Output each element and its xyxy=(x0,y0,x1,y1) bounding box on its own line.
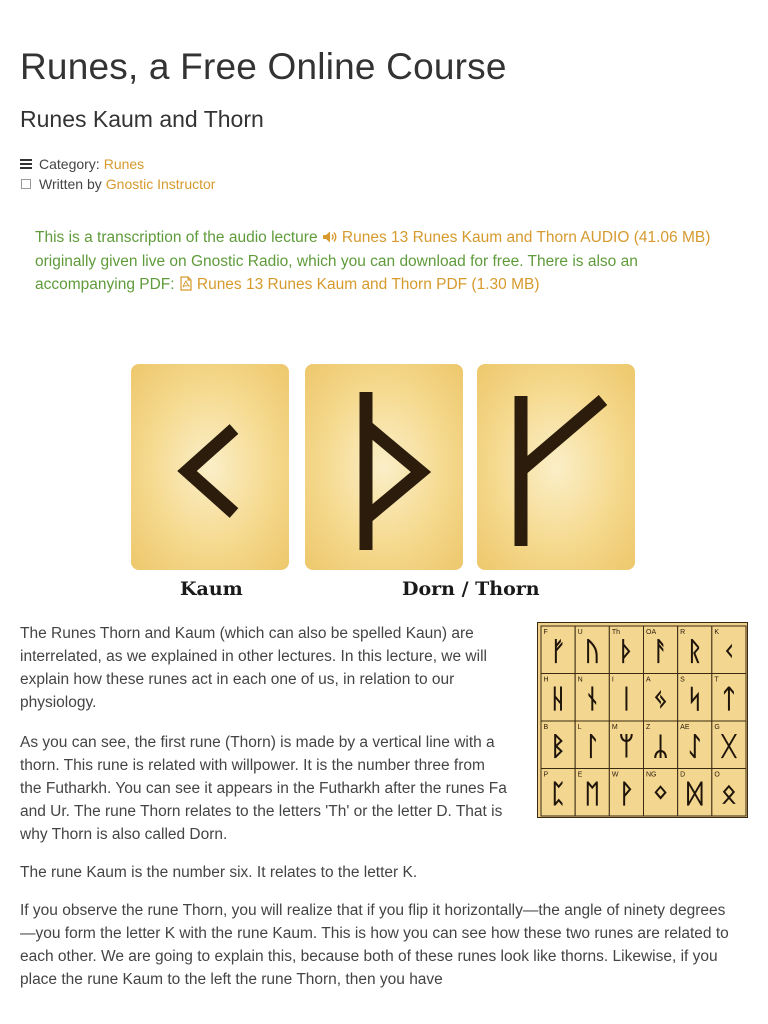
futhark-letter-label: NG xyxy=(646,771,657,779)
futhark-rune-glyph: ᚢ xyxy=(584,636,601,667)
futhark-rune-glyph: ᚹ xyxy=(618,779,635,810)
futhark-rune-glyph: ᚱ xyxy=(686,636,703,667)
futhark-rune-glyph: ᚦ xyxy=(618,636,635,667)
futhark-rune-glyph: ᛚ xyxy=(584,731,601,762)
futhark-rune-glyph: ᚺ xyxy=(550,684,566,715)
futhark-letter-label: P xyxy=(543,771,549,779)
futhark-letter-label: F xyxy=(543,629,548,636)
paragraph-3: The rune Kaum is the number six. It relates to the letter K. xyxy=(20,864,418,881)
author-link[interactable]: Gnostic Instructor xyxy=(105,176,216,192)
futhark-letter-label: W xyxy=(611,771,619,779)
futhark-letter-label: Th xyxy=(611,629,621,636)
futhark-letter-label: O xyxy=(714,771,720,779)
futhark-rune-glyph: ᛟ xyxy=(721,779,737,810)
futhark-letter-label: K xyxy=(714,629,720,636)
futhark-letter-label: N xyxy=(577,676,583,684)
futhark-rune-glyph: ᛦ xyxy=(652,731,669,762)
pdf-file-icon xyxy=(179,276,193,291)
futhark-letter-label: D xyxy=(680,771,686,779)
futhark-letter-label: A xyxy=(646,676,651,684)
futhark-rune-glyph: ᚠ xyxy=(550,636,566,667)
audio-download-link[interactable]: Runes 13 Runes Kaum and Thorn AUDIO (41.06 MB) xyxy=(341,229,711,246)
site-title[interactable]: Runes, a Free Online Course xyxy=(20,46,507,87)
futhark-rune-glyph: ᛁ xyxy=(618,684,635,715)
futhark-letter-label: L xyxy=(577,724,582,731)
speaker-icon xyxy=(322,230,338,244)
futhark-rune-glyph: ᛖ xyxy=(584,779,601,810)
pdf-download-link[interactable]: Runes 13 Runes Kaum and Thorn PDF (1.30 MB) xyxy=(196,276,540,293)
futhark-rune-glyph: ᚨ xyxy=(652,636,669,667)
futhark-rune-glyph: ᛋ xyxy=(686,684,703,715)
futhark-rune-glyph: ᚲ xyxy=(721,636,737,667)
kaun-variant-rune-tile xyxy=(477,364,635,570)
futhark-letter-label: T xyxy=(714,676,719,684)
kaum-rune-glyph xyxy=(131,364,289,570)
intro-text-2: originally given live on Gnostic Radio, which you can download for free. There is also an accompanying PDF: xyxy=(35,252,638,293)
futhark-rune-glyph: ᛏ xyxy=(721,684,737,715)
futhark-table-image xyxy=(537,622,748,818)
author-row xyxy=(20,174,215,194)
category-row xyxy=(20,154,215,174)
kaum-caption: Kaum xyxy=(180,578,243,600)
futhark-grid xyxy=(538,623,749,819)
futhark-rune-glyph: ᛈ xyxy=(550,779,566,810)
paragraph-1: The Runes Thorn and Kaum (which can also be spelled Kaun) are interrelated, as we explained in other lectures. In this lecture, we will explain how these runes act in each one of us, in relation to our physiology. xyxy=(20,625,487,711)
kaun-variant-rune-glyph xyxy=(477,364,635,570)
futhark-rune-glyph: ᛜ xyxy=(652,779,669,810)
futhark-rune-glyph: ᛞ xyxy=(686,779,703,810)
futhark-letter-label: AE xyxy=(680,724,690,731)
paragraph-2: As you can see, the first rune (Thorn) is made by a vertical line with a thorn. This rune is related with willpower. It is the number three from the Futharkh. You can see it appears in the Futharkh after the runes Fa and Ur. The rune Thorn relates to the letters 'Th' or the letter D. That is why Thorn is also called Dorn. xyxy=(20,734,507,843)
thorn-caption: Dorn / Thorn xyxy=(402,578,540,600)
kaum-rune-tile xyxy=(131,364,289,570)
futhark-letter-label: OA xyxy=(646,629,657,636)
futhark-letter-label: Z xyxy=(646,724,651,731)
thorn-rune-glyph xyxy=(305,364,463,570)
futhark-rune-glyph: ᛇ xyxy=(686,731,703,762)
futhark-letter-label: U xyxy=(577,629,583,636)
article-meta xyxy=(20,154,215,194)
futhark-letter-label: I xyxy=(611,676,614,684)
list-icon xyxy=(20,158,32,170)
futhark-rune-glyph: ᛘ xyxy=(618,731,635,762)
intro-text-1: This is a transcription of the audio lecture xyxy=(35,229,322,246)
futhark-rune-glyph: ᛃ xyxy=(652,684,669,715)
author-label: Written by xyxy=(39,176,102,192)
intro-paragraph xyxy=(35,226,735,297)
futhark-letter-label: H xyxy=(543,676,549,684)
futhark-letter-label: S xyxy=(680,676,685,684)
futhark-rune-glyph: ᛒ xyxy=(550,731,566,762)
category-label: Category: xyxy=(39,156,100,172)
article-title[interactable]: Runes Kaum and Thorn xyxy=(20,106,264,132)
futhark-letter-label: G xyxy=(714,724,720,731)
kaum-thorn-figure xyxy=(128,360,640,610)
futhark-letter-label: B xyxy=(543,724,549,731)
futhark-rune-glyph: ᚷ xyxy=(721,731,737,762)
futhark-rune-glyph: ᚾ xyxy=(584,684,601,715)
checkbox-icon xyxy=(20,178,32,190)
futhark-letter-label: M xyxy=(611,724,618,731)
futhark-letter-label: E xyxy=(577,771,583,779)
category-link[interactable]: Runes xyxy=(103,156,145,172)
thorn-rune-tile xyxy=(305,364,463,570)
paragraph-4: If you observe the rune Thorn, you will realize that if you flip it horizontally—the angle of ninety degrees—you form the letter K with the rune Kaum. This is how you can see how these two runes are related to each other. We are going to explain this, because both of these runes look like thorns. Likewise, if you place the rune Kaum to the left the rune Thorn, then you have xyxy=(20,902,729,988)
futhark-letter-label: R xyxy=(680,629,686,636)
